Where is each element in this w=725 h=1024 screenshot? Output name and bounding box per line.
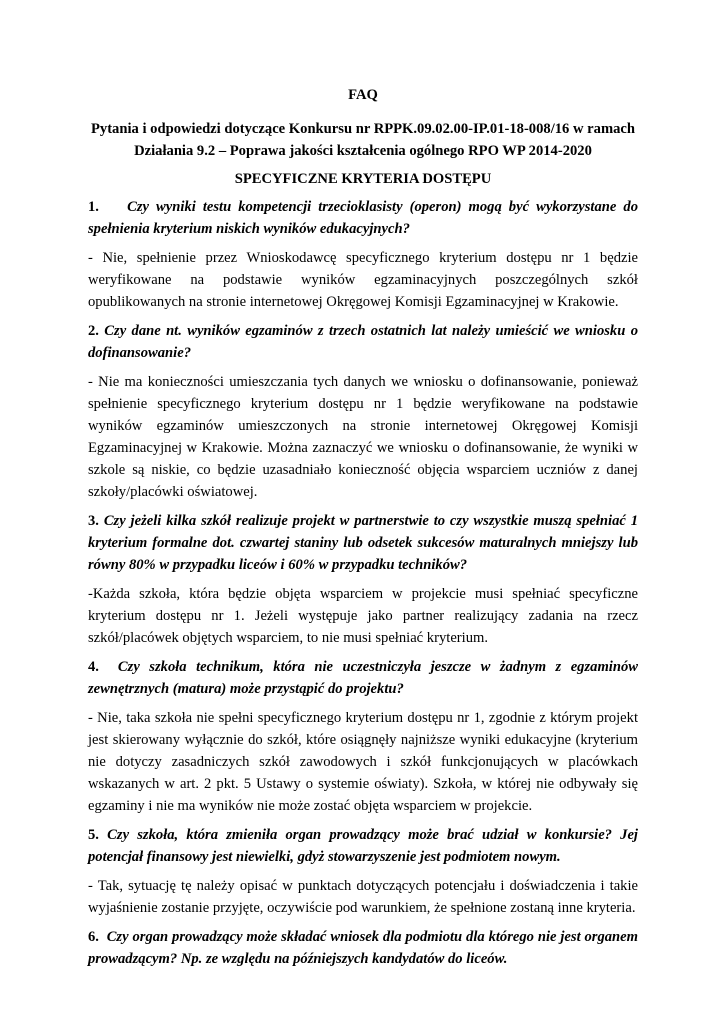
question <box>88 824 638 868</box>
question-number: 2. <box>88 323 99 339</box>
question <box>88 926 638 970</box>
question-number: 3. <box>88 513 99 529</box>
title-line-1: Pytania i odpowiedzi dotyczące Konkursu nr RPPK.09.02.00-IP.01-18-008/16 w ramach <box>90 121 635 137</box>
answer: - Nie, spełnienie przez Wnioskodawcę specyficznego kryterium dostępu nr 1 będzie weryfikowane na podstawie wyników egzaminacyjnych poszczególnych szkół opublikowanych na stronie internetowej Okręgowej Komisji Egzaminacyjnej w Krakowie. <box>88 250 638 310</box>
answer: -Każda szkoła, która będzie objęta wsparciem w projekcie musi spełniać specyficzne kryterium dostępu nr 1. Jeżeli występuje jako partner realizujący zadania na rzecz szkół/placówek objętych wsparciem, to nie musi spełniać kryterium. <box>88 586 638 646</box>
question <box>88 656 638 700</box>
question <box>88 320 638 364</box>
question-text: Czy dane nt. wyników egzaminów z trzech ostatnich lat należy umieścić we wniosku o dofinansowanie? <box>88 323 638 361</box>
document-page <box>88 84 638 977</box>
faq-item-5 <box>88 824 638 919</box>
question-number: 4. <box>88 659 99 675</box>
faq-heading: FAQ <box>348 87 378 103</box>
faq-item-4 <box>88 656 638 817</box>
answer: - Tak, sytuację tę należy opisać w punktach dotyczących potencjału i doświadczenia i takie wyjaśnienie zostanie przyjęte, oczywiście pod warunkiem, że spełnione zostaną inne kryteria. <box>88 878 638 916</box>
question-text: Czy jeżeli kilka szkół realizuje projekt w partnerstwie to czy wszystkie muszą spełniać 1 kryterium formalne dot. czwartej staniny lub odsetek sukcesów maturalnych mniejszy lub równy 80% w przypadku liceów i 60% w przypadku techników? <box>88 513 638 573</box>
faq-item-3 <box>88 510 638 649</box>
question-text: Czy szkoła, która zmieniła organ prowadzący może brać udział w konkursie? Jej potencjał finansowy jest niewielki, gdyż stowarzyszenie jest podmiotem nowym. <box>88 827 638 865</box>
section-heading: SPECYFICZNE KRYTERIA DOSTĘPU <box>234 171 492 187</box>
question-text: Czy wyniki testu kompetencji trzecioklasisty (operon) mogą być wykorzystane do spełnienia kryterium niskich wyników edukacyjnych? <box>88 199 638 237</box>
question-text: Czy szkoła technikum, która nie uczestniczyła jeszcze w żadnym z egzaminów zewnętrznych (matura) może przystąpić do projektu? <box>88 659 639 697</box>
title-line-2: Działania 9.2 – Poprawa jakości kształcenia ogólnego RPO WP 2014-2020 <box>134 143 592 159</box>
answer: - Nie ma konieczności umieszczania tych danych we wniosku o dofinansowanie, ponieważ spełnienie specyficznego kryterium dostępu nr 1 będzie weryfikowane na podstawie wyników egzaminów umieszczonych na stronie internetowej Okręgowej Komisji Egzaminacyjnej w Krakowie. Można zaznaczyć we wniosku o dofinansowanie, że wyniki w szkole są niskie, co będzie uzasadniało konieczność objęcia wsparciem uczniów z danej szkoły/placówki oświatowej. <box>88 374 638 500</box>
faq-item-2 <box>88 320 638 503</box>
question <box>88 196 638 240</box>
faq-item-6 <box>88 926 638 970</box>
question <box>88 510 638 576</box>
question-number: 5. <box>88 827 99 843</box>
document-title <box>88 118 638 162</box>
answer: - Nie, taka szkoła nie spełni specyficznego kryterium dostępu nr 1, zgodnie z którym projekt jest skierowany wyłącznie do szkół, które osiągnęły najniższe wyniki edukacyjne (kryterium nie dotyczy zasadniczych szkół zawodowych i szkół funkcjonujących w placówkach wskazanych w art. 2 pkt. 5 Ustawy o systemie oświaty). Szkoła, w której nie odbywały się egzaminy i nie ma wyników nie może zostać objęta wsparciem w projekcie. <box>88 710 638 814</box>
question-number: 6. <box>88 929 99 945</box>
question-text: Czy organ prowadzący może składać wniosek dla podmiotu dla którego nie jest organem prowadzącym? Np. ze względu na późniejszych kandydatów do liceów. <box>88 929 639 967</box>
faq-item-1 <box>88 196 638 313</box>
question-number: 1. <box>88 199 99 215</box>
